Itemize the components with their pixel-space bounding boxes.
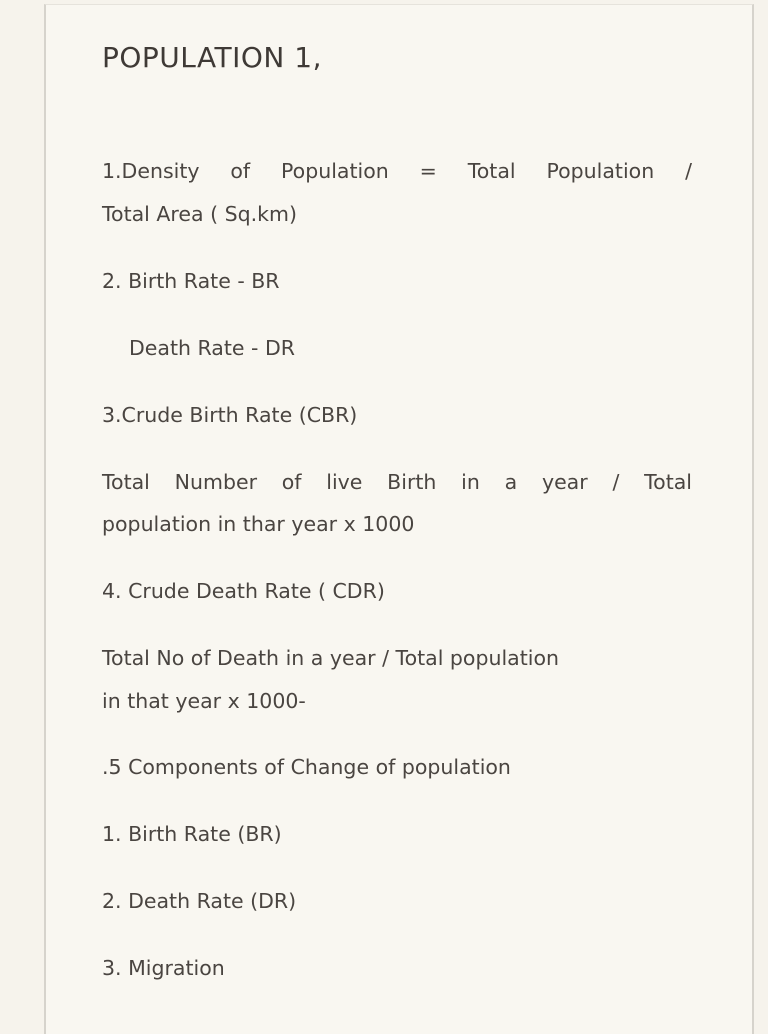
components-heading: .5 Components of Change of population [102,755,511,779]
cdr-formula-line-1: Total No of Death in a year / Total population [102,646,560,670]
cdr-heading: 4. Crude Death Rate ( CDR) [102,579,385,603]
component-death-rate: 2. Death Rate (DR) [102,889,297,913]
page-title: POPULATION 1, [102,41,322,74]
density-formula-line-2: Total Area ( Sq.km) [102,202,297,226]
cbr-formula-line-1: Total Number of live Birth in a year / Total [102,470,692,494]
cbr-formula-line-2: population in thar year x 1000 [102,512,415,536]
component-birth-rate: 1. Birth Rate (BR) [102,822,282,846]
density-formula-line-1: 1.Density of Population = Total Population / [102,159,692,183]
component-migration: 3. Migration [102,956,225,980]
birth-rate-abbrev: 2. Birth Rate - BR [102,269,280,293]
cbr-heading: 3.Crude Birth Rate (CBR) [102,403,358,427]
document-page [44,4,754,1034]
death-rate-abbrev: Death Rate - DR [129,336,295,360]
cdr-formula-line-2: in that year x 1000- [102,689,306,713]
